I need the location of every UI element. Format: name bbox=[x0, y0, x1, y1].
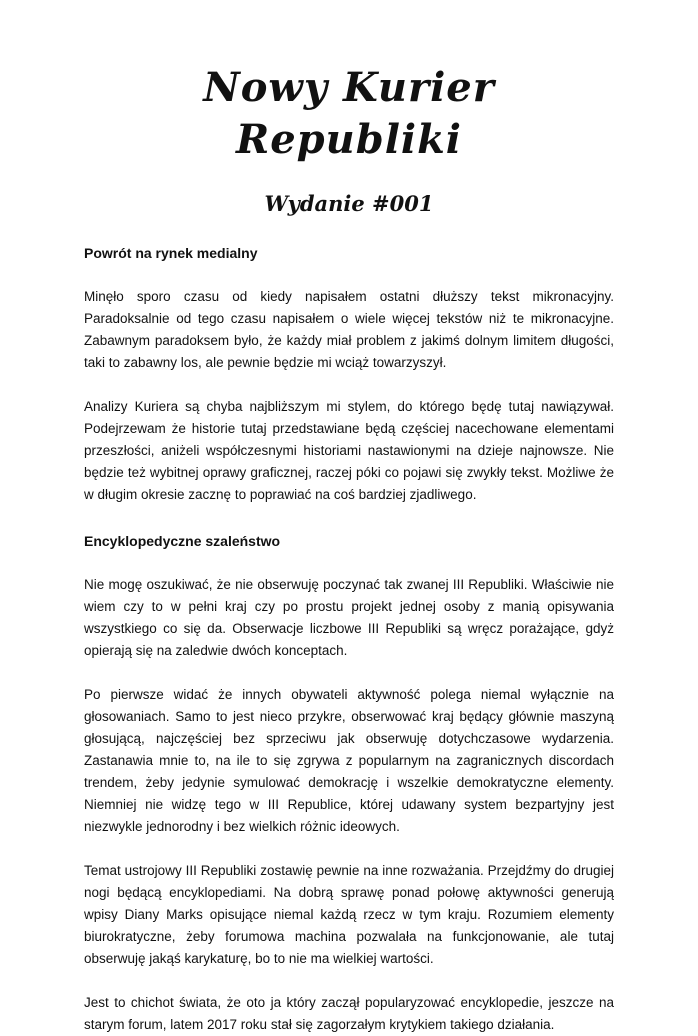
section-heading-media-market: Powrót na rynek medialny bbox=[84, 245, 258, 261]
issue-number: Wydanie #001 bbox=[264, 191, 434, 216]
paragraph: Minęło sporo czasu od kiedy napisałem ostatni dłuższy tekst mikronacyjny. Paradoksalnie od tego czasu napisałem o wiele więcej tekstów niż te mikronacyjne. Zabawnym paradoksem było, że każdy miał problem z jakimś dolnym limitem długości, taki to zabawny los, ale pewnie będzie mi wciąż towarzyszył. bbox=[84, 289, 614, 370]
paragraph: Temat ustrojowy III Republiki zostawię pewnie na inne rozważania. Przejdźmy do drugiej nogi będącą encyklopediami. Na dobrą sprawę ponad połowę aktywności generują wpisy Diany Marks opisujące niemal każdą rzecz w tym kraju. Rozumiem elementy biurokratyczne, żeby forumowa machina pozwalała na funkcjonowanie, ale tutaj obserwuję jakąś karykaturę, bo to nie ma wielkiej wartości. bbox=[84, 863, 614, 966]
section-heading-encyclopedic-madness: Encyklopedyczne szaleństwo bbox=[84, 533, 281, 549]
paragraph: Nie mogę oszukiwać, że nie obserwuję poczynać tak zwanej III Republiki. Właściwie nie wiem czy to w pełni kraj czy po prostu projekt jednej osoby z manią opisywania wszystkiego co się da. Obserwacje liczbowe III Republiki są wręcz porażające, gdyż opierają się na zaledwie dwóch konceptach. bbox=[84, 577, 614, 658]
paragraph: Jest to chichot świata, że oto ja który zaczął popularyzować encyklopedie, jeszcze na starym forum, latem 2017 roku stał się zagorzałym krytykiem takiego działania. bbox=[84, 995, 614, 1032]
paragraph: Analizy Kuriera są chyba najbliższym mi stylem, do którego będę tutaj nawiązywał. Podejrzewam że historie tutaj przedstawiane będą częściej nacechowane elementami przeszłości, aniżeli współczesnymi historiami nastawionymi na dzieje najnowsze. Nie będzie też wybitnej oprawy graficznej, raczej póki co pojawi się zwykły tekst. Możliwe że w długim okresie zacznę to poprawiać na coś bardziej zjadliwego. bbox=[84, 399, 614, 502]
article-body bbox=[84, 242, 614, 1036]
newspaper-masthead-title: Nowy Kurier Republiki bbox=[203, 64, 495, 163]
paragraph: Po pierwsze widać że innych obywateli aktywność polega niemal wyłącznie na głosowaniach. Samo to jest nieco przykre, obserwować kraj będący głównie maszyną głosującą, najczęściej bez sprzeciwu jak obserwuję dotychczasowe wydarzenia. Zastanawia mnie to, na ile to się zgrywa z popularnym na zagranicznych discordach trendem, żeby jedynie symulować demokrację i wszelkie demokratyczne elementy. Niemniej nie widzę tego w III Republice, której udawany system bezpartyjny jest niezwykle jednorodny i bez wielkich różnic ideowych. bbox=[84, 687, 614, 834]
